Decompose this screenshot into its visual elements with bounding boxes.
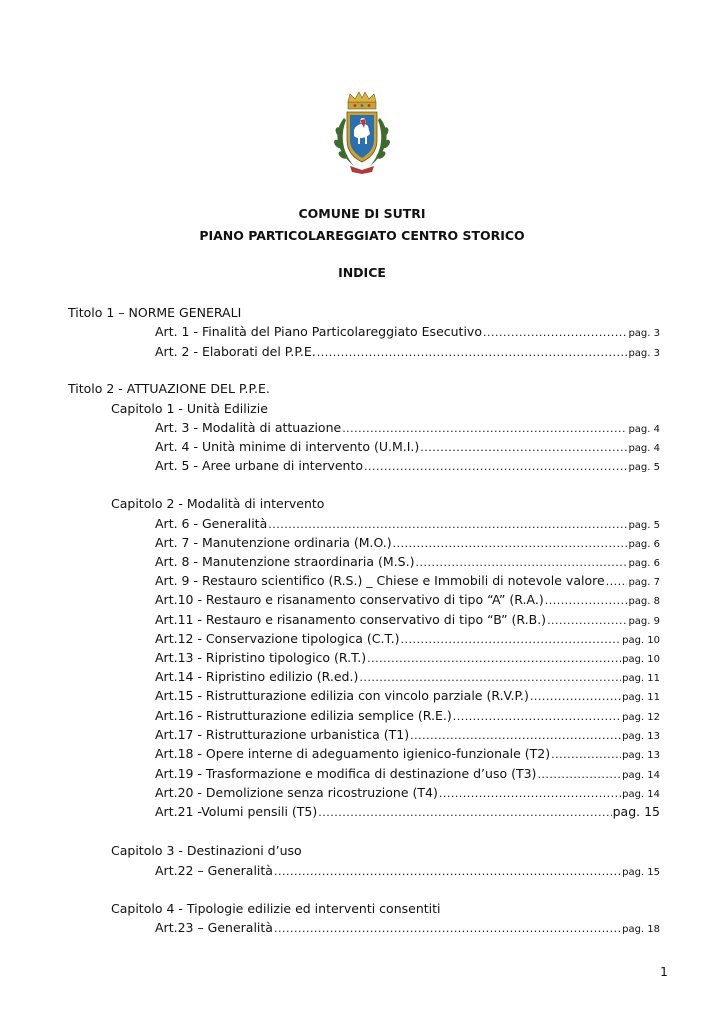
toc-entry[interactable]: [155, 920, 660, 937]
toc-entry[interactable]: [155, 344, 660, 361]
toc-entry-text: Art. 2 - Elaborati del P.P.E.: [155, 344, 316, 359]
dot-leader: [537, 768, 621, 781]
toc-entry-text: Art. 1 - Finalità del Piano Particolareggiato Esecutivo: [155, 324, 482, 339]
chapter-3-heading: Capitolo 3 - Destinazioni d’uso: [111, 843, 302, 858]
dot-leader: [439, 787, 621, 800]
dot-leader: [318, 806, 611, 819]
dot-leader: [545, 594, 628, 607]
toc-entry[interactable]: [155, 324, 660, 341]
toc-entry[interactable]: [155, 631, 660, 648]
dot-leader: [274, 922, 621, 935]
toc-page-ref: pag. 10: [622, 654, 660, 665]
coat-of-arms-emblem: [330, 90, 394, 176]
toc-page-ref: pag. 14: [622, 789, 660, 800]
dot-leader: [364, 460, 627, 473]
page-number: 1: [660, 964, 668, 979]
chapter-2-heading: Capitolo 2 - Modalità di intervento: [111, 496, 325, 511]
toc-entry-text: Art.14 - Ripristino edilizio (R.ed.): [155, 669, 359, 684]
toc-entry-text: Art.13 - Ripristino tipologico (R.T.): [155, 650, 367, 665]
dot-leader: [530, 690, 621, 703]
dot-leader: [317, 346, 628, 359]
toc-entry-text: Art.22 – Generalità: [155, 863, 273, 878]
toc-entry[interactable]: [155, 420, 660, 437]
toc-entry-text: Art. 7 - Manutenzione ordinaria (M.O.): [155, 535, 392, 550]
toc-entry-text: Art.18 - Opere interne di adeguamento igienico-funzionale (T2): [155, 746, 551, 761]
toc-entry-text: Art. 5 - Aree urbane di intervento: [155, 458, 364, 473]
toc-entry[interactable]: [155, 785, 660, 802]
toc-page-ref: pag. 3: [628, 328, 660, 339]
toc-page-ref: pag. 11: [622, 673, 660, 684]
toc-entry[interactable]: [155, 592, 660, 609]
toc-entry-text: Art. 6 - Generalità: [155, 516, 268, 531]
chapter-1-heading: Capitolo 1 - Unità Edilizie: [111, 401, 268, 416]
toc-entry[interactable]: [155, 573, 660, 590]
toc-entry[interactable]: [155, 535, 660, 552]
toc-page-ref: pag. 4: [628, 443, 660, 454]
dot-leader: [410, 729, 621, 742]
toc-page-ref: pag. 4: [628, 424, 660, 435]
toc-entry-text: Art. 8 - Manutenzione straordinaria (M.S.): [155, 554, 415, 569]
dot-leader: [268, 518, 627, 531]
toc-page-ref: pag. 3: [628, 348, 660, 359]
toc-entry-text: Art. 3 - Modalità di attuazione: [155, 420, 342, 435]
dot-leader: [483, 326, 627, 339]
toc-page-ref: pag. 8: [628, 596, 660, 607]
toc-entry[interactable]: [155, 804, 660, 821]
toc-page-ref: pag. 12: [622, 712, 660, 723]
ribbon-icon: [350, 166, 374, 174]
toc-entry-text: Art.10 - Restauro e risanamento conservativo di tipo “A” (R.A.): [155, 592, 544, 607]
toc-entry[interactable]: [155, 688, 660, 705]
toc-entry[interactable]: [155, 669, 660, 686]
toc-entry[interactable]: [155, 746, 660, 763]
toc-page-ref: pag. 6: [628, 539, 660, 550]
toc-entry[interactable]: [155, 766, 660, 783]
toc-entry[interactable]: [155, 863, 660, 880]
toc-entry-text: Art.23 – Generalità: [155, 920, 273, 935]
dot-leader: [547, 614, 627, 627]
toc-page-ref: pag. 15: [612, 804, 660, 819]
toc-entry-text: Art.15 - Ristrutturazione edilizia con vincolo parziale (R.V.P.): [155, 688, 529, 703]
toc-page-ref: pag. 10: [622, 635, 660, 646]
toc-page-ref: pag. 5: [628, 520, 660, 531]
toc-entry-text: Art.12 - Conservazione tipologica (C.T.): [155, 631, 400, 646]
dot-leader: [393, 537, 628, 550]
toc-entry-text: Art.11 - Restauro e risanamento conservativo di tipo “B” (R.B.): [155, 612, 547, 627]
toc-entry-text: Art.19 - Trasformazione e modifica di destinazione d’uso (T3): [155, 766, 537, 781]
dot-leader: [274, 865, 621, 878]
toc-page-ref: pag. 7: [628, 577, 660, 588]
toc-page-ref: pag. 13: [622, 731, 660, 742]
toc-page-ref: pag. 11: [622, 692, 660, 703]
shield-icon: [347, 112, 377, 162]
dot-leader: [342, 422, 627, 435]
toc-entry[interactable]: [155, 554, 660, 571]
toc-entry[interactable]: [155, 516, 660, 533]
index-heading: INDICE: [338, 265, 386, 280]
toc-entry[interactable]: [155, 458, 660, 475]
toc-page-ref: pag. 5: [628, 462, 660, 473]
crown-icon: [348, 92, 376, 109]
toc-page-ref: pag. 13: [622, 750, 660, 761]
toc-entry[interactable]: [155, 708, 660, 725]
plan-title: PIANO PARTICOLAREGGIATO CENTRO STORICO: [199, 228, 525, 243]
toc-entry[interactable]: [155, 612, 660, 629]
chapter-4-heading: Capitolo 4 - Tipologie edilizie ed interventi consentiti: [111, 901, 441, 916]
toc-entry-text: Art. 9 - Restauro scientifico (R.S.) _ Chiese e Immobili di notevole valore: [155, 573, 605, 588]
toc-entry[interactable]: [155, 727, 660, 744]
title-1-heading: Titolo 1 – NORME GENERALI: [68, 305, 242, 320]
toc-page-ref: pag. 18: [622, 924, 660, 935]
toc-page-ref: pag. 14: [622, 770, 660, 781]
toc-entry-text: Art.17 - Ristrutturazione urbanistica (T1): [155, 727, 410, 742]
dot-leader: [415, 556, 627, 569]
toc-entry-text: Art.16 - Ristrutturazione edilizia semplice (R.E.): [155, 708, 452, 723]
dot-leader: [551, 748, 621, 761]
toc-entry-text: Art.21 -Volumi pensili (T5): [155, 804, 318, 819]
dot-leader: [420, 441, 627, 454]
dot-leader: [606, 575, 628, 588]
toc-page-ref: pag. 6: [628, 558, 660, 569]
toc-entry-text: Art. 4 - Unità minime di intervento (U.M.I.): [155, 439, 420, 454]
dot-leader: [367, 652, 621, 665]
dot-leader: [453, 710, 621, 723]
dot-leader: [359, 671, 621, 684]
toc-entry[interactable]: [155, 650, 660, 667]
toc-entry[interactable]: [155, 439, 660, 456]
toc-page-ref: pag. 15: [622, 867, 660, 878]
toc-entry-text: Art.20 - Demolizione senza ricostruzione (T4): [155, 785, 438, 800]
dot-leader: [400, 633, 621, 646]
toc-page-ref: pag. 9: [628, 616, 660, 627]
municipality-title: COMUNE DI SUTRI: [298, 206, 426, 221]
title-2-heading: Titolo 2 - ATTUAZIONE DEL P.P.E.: [68, 381, 270, 396]
